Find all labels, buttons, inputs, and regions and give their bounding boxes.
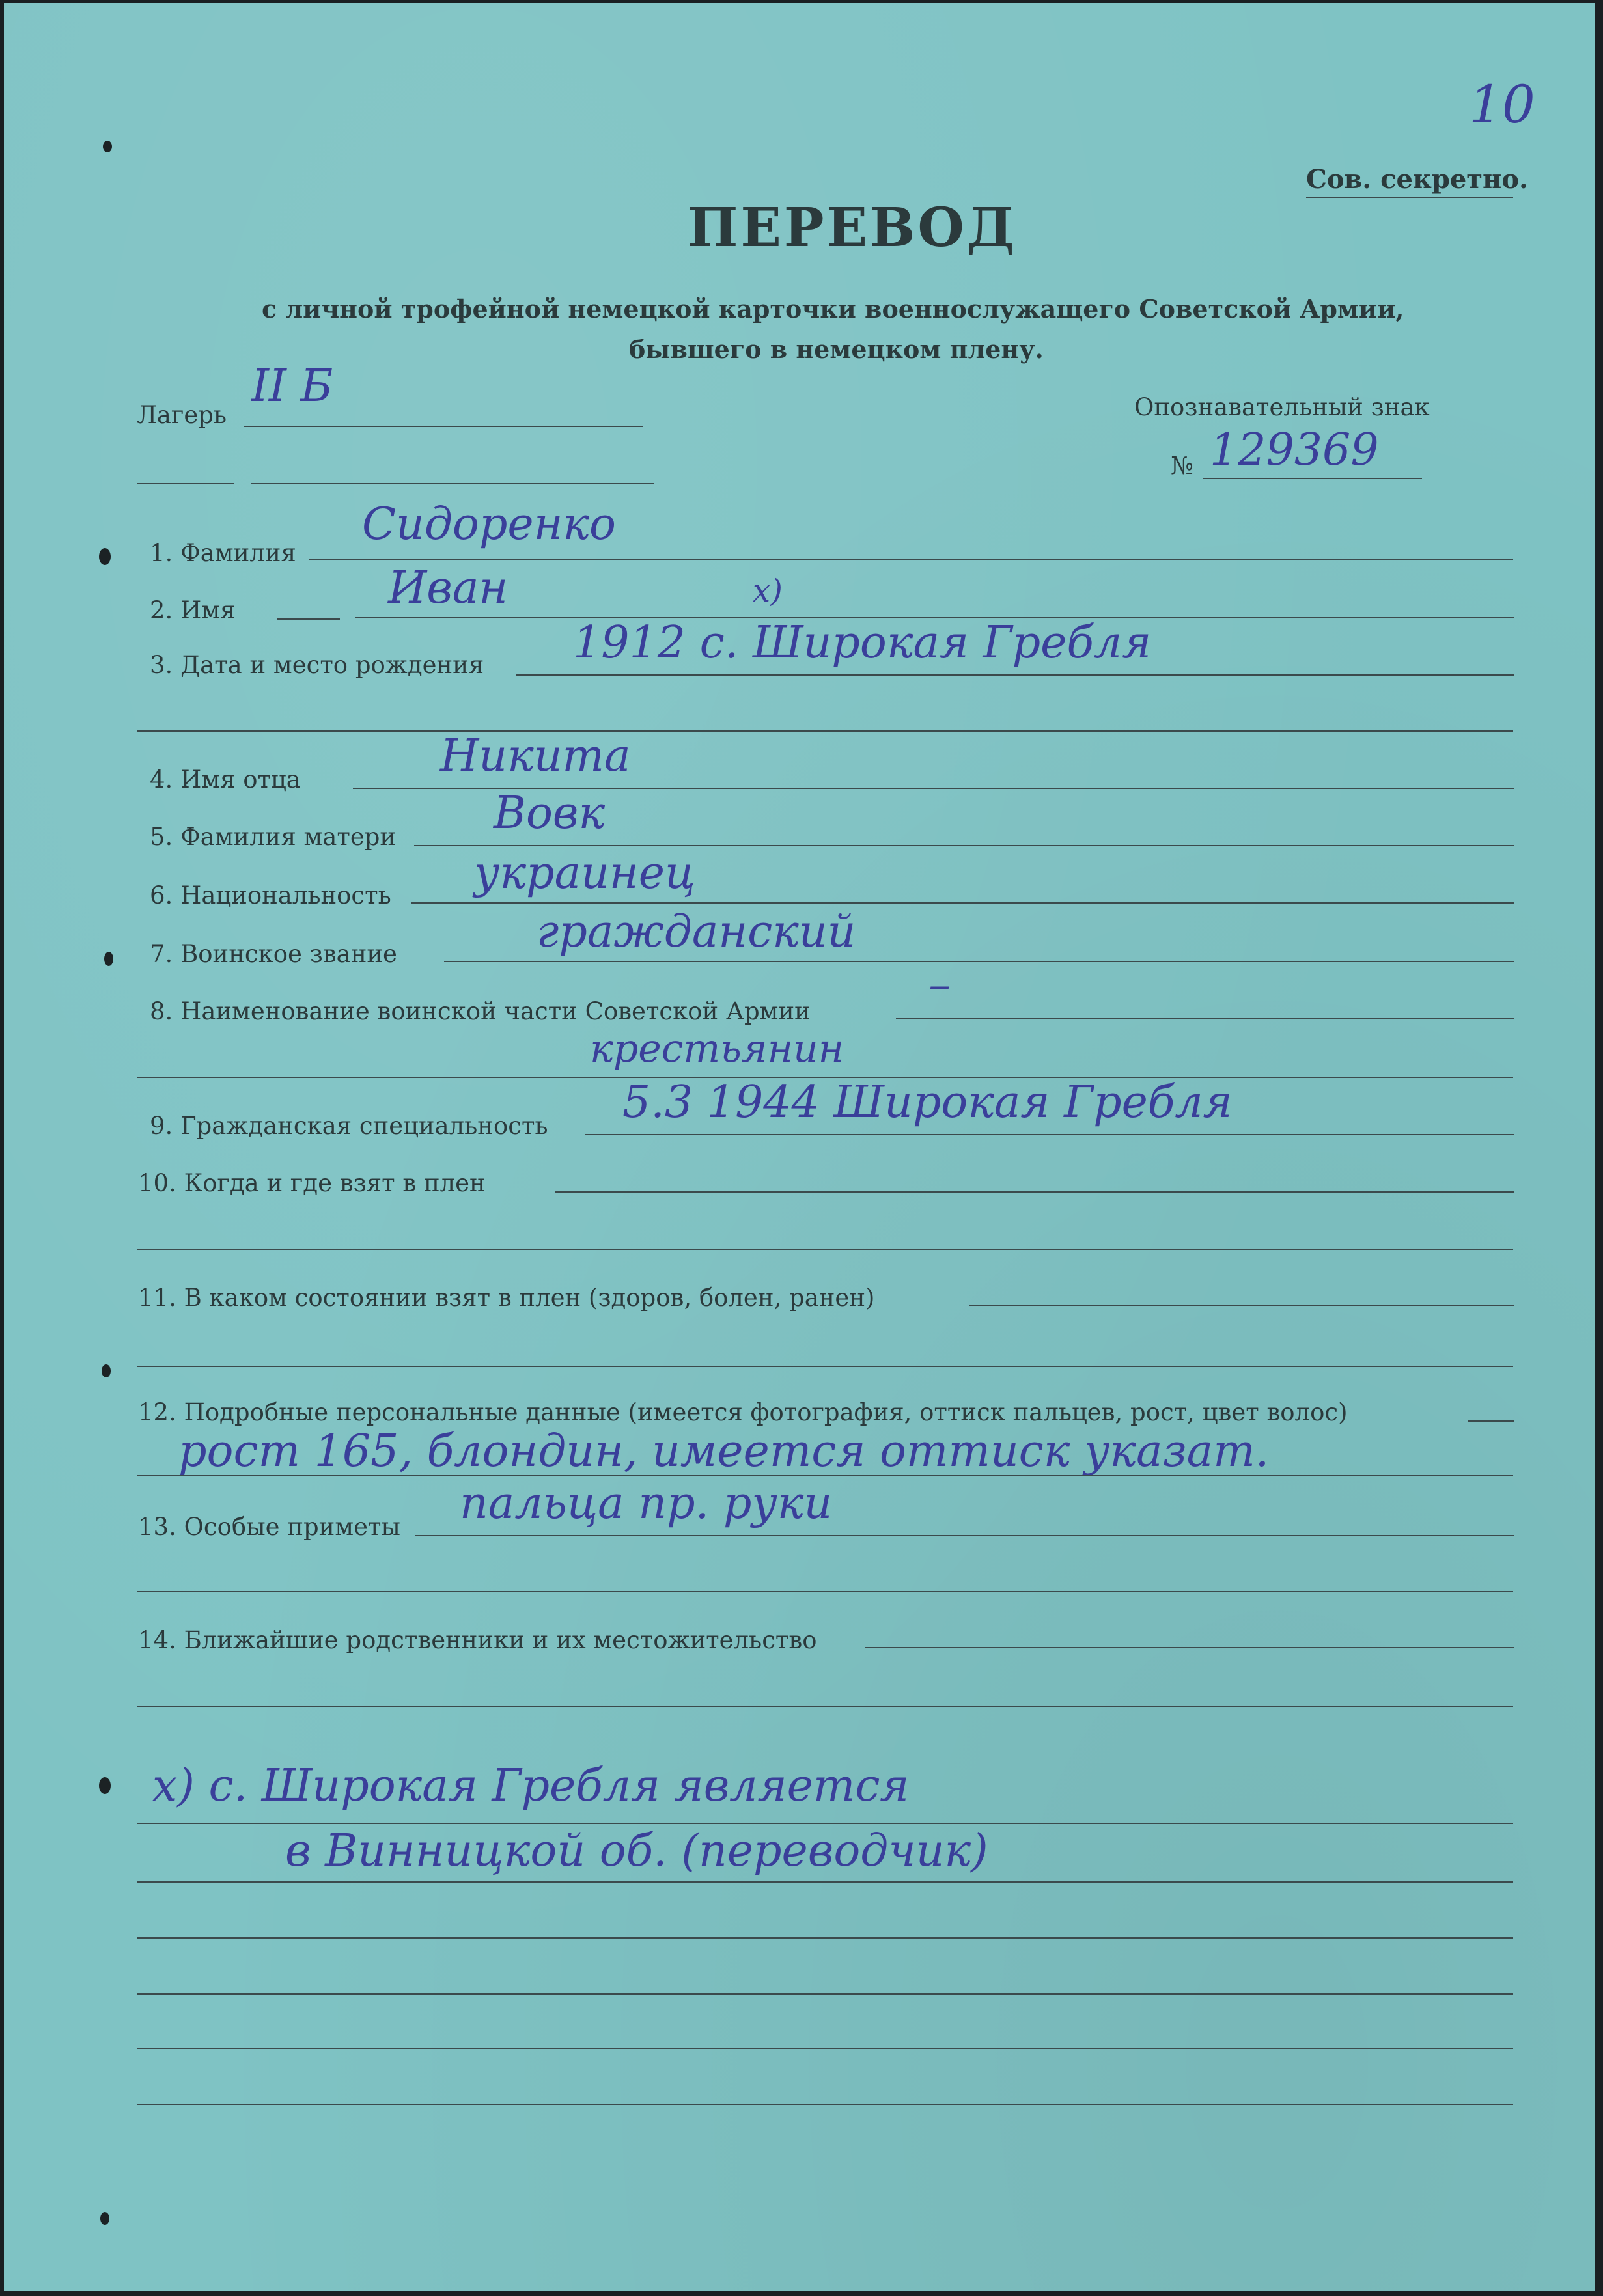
punch-hole bbox=[99, 548, 111, 565]
page-number: 10 bbox=[1469, 74, 1535, 135]
mother-surname-line bbox=[414, 845, 1514, 846]
personal-data-value: рост 165, блондин, имеется оттиск указат. bbox=[178, 1426, 1270, 1477]
special-marks-line bbox=[415, 1535, 1514, 1536]
note-line bbox=[137, 1937, 1513, 1939]
first-name-line bbox=[277, 618, 340, 620]
condition-line-2 bbox=[137, 1366, 1513, 1367]
capture-value: 5.3 1944 Широкая Гребля bbox=[622, 1077, 1233, 1128]
specialty-label: 9. Гражданская специальность bbox=[150, 1112, 548, 1140]
note-line bbox=[137, 1993, 1513, 1995]
camp-line bbox=[244, 426, 643, 427]
subtitle-line-1: с личной трофейной немецкой карточки военнослужащего Советской Армии, bbox=[262, 294, 1404, 324]
first-name-value: Иван bbox=[388, 562, 509, 614]
subtitle-line-2: бывшего в немецком плену. bbox=[629, 335, 1044, 364]
camp-value: II Б bbox=[251, 361, 333, 412]
capture-line-2 bbox=[137, 1249, 1513, 1250]
nationality-label: 6. Национальность bbox=[150, 881, 391, 909]
personal-data-label: 12. Подробные персональные данные (имеется фотография, оттиск пальцев, рост, цвет волос) bbox=[138, 1398, 1348, 1426]
camp-label: Лагерь bbox=[137, 401, 227, 429]
mother-surname-label: 5. Фамилия матери bbox=[150, 823, 397, 851]
nationality-value: украинец bbox=[474, 848, 696, 899]
birth-value: 1912 с. Широкая Гребля bbox=[573, 617, 1152, 669]
personal-data-line-2 bbox=[137, 1475, 1513, 1476]
unit-line bbox=[896, 1018, 1514, 1019]
note-line bbox=[137, 1823, 1513, 1824]
classification-underline bbox=[1306, 197, 1513, 198]
punch-hole bbox=[99, 1777, 111, 1794]
note-line bbox=[137, 2104, 1513, 2105]
unit-label: 8. Наименование воинской части Советской Армии bbox=[150, 997, 811, 1025]
punch-hole bbox=[104, 952, 113, 966]
birth-line-2 bbox=[137, 730, 1513, 732]
condition-label: 11. В каком состоянии взят в плен (здоров, болен, ранен) bbox=[138, 1284, 875, 1312]
note-line bbox=[137, 2048, 1513, 2049]
surname-line bbox=[309, 559, 1513, 560]
page-title: ПЕРЕВОД bbox=[688, 197, 1017, 259]
id-tag-number-sign: № bbox=[1171, 452, 1194, 480]
nationality-line bbox=[411, 902, 1514, 904]
personal-data-line bbox=[1468, 1420, 1514, 1422]
camp-extra-line bbox=[137, 483, 234, 484]
first-name-label: 2. Имя bbox=[150, 596, 236, 624]
unit-value: – bbox=[928, 960, 951, 1011]
relatives-line bbox=[865, 1647, 1514, 1648]
rank-label: 7. Воинское звание bbox=[150, 940, 397, 968]
id-tag-label: Опознавательный знак bbox=[1134, 393, 1430, 421]
relatives-label: 14. Ближайшие родственники и их местожительство bbox=[138, 1626, 817, 1654]
mother-surname-value: Вовк bbox=[494, 788, 606, 839]
special-marks-line-2 bbox=[137, 1591, 1513, 1592]
translator-note-line-1: х) с. Широкая Гребля является bbox=[152, 1760, 910, 1812]
id-tag-line bbox=[1203, 478, 1422, 479]
punch-hole bbox=[100, 2212, 109, 2225]
capture-label: 10. Когда и где взят в плен bbox=[138, 1169, 486, 1197]
special-marks-value: пальца пр. руки bbox=[460, 1478, 833, 1529]
punch-hole bbox=[103, 141, 112, 152]
rank-line bbox=[444, 961, 1514, 962]
condition-line bbox=[969, 1305, 1514, 1306]
footnote-mark: х) bbox=[753, 573, 783, 609]
specialty-value: крестьянин bbox=[590, 1026, 844, 1072]
note-line bbox=[137, 1881, 1513, 1883]
father-name-value: Никита bbox=[440, 730, 631, 782]
birth-line bbox=[516, 674, 1514, 676]
punch-hole bbox=[102, 1364, 111, 1377]
special-marks-label: 13. Особые приметы bbox=[138, 1513, 400, 1541]
father-name-label: 4. Имя отца bbox=[150, 766, 301, 794]
id-tag-value: 129369 bbox=[1210, 424, 1379, 476]
birth-label: 3. Дата и место рождения bbox=[150, 651, 484, 679]
capture-line bbox=[555, 1191, 1514, 1193]
translator-note-line-2: в Винницкой об. (переводчик) bbox=[285, 1825, 988, 1877]
specialty-line bbox=[585, 1134, 1514, 1135]
classification-label: Сов. секретно. bbox=[1306, 164, 1528, 195]
relatives-line-2 bbox=[137, 1706, 1513, 1707]
surname-label: 1. Фамилия bbox=[150, 539, 296, 567]
document-sheet bbox=[4, 3, 1595, 2291]
rank-value: гражданский bbox=[537, 906, 856, 958]
surname-value: Сидоренко bbox=[362, 499, 616, 550]
camp-extra-line bbox=[251, 483, 654, 484]
